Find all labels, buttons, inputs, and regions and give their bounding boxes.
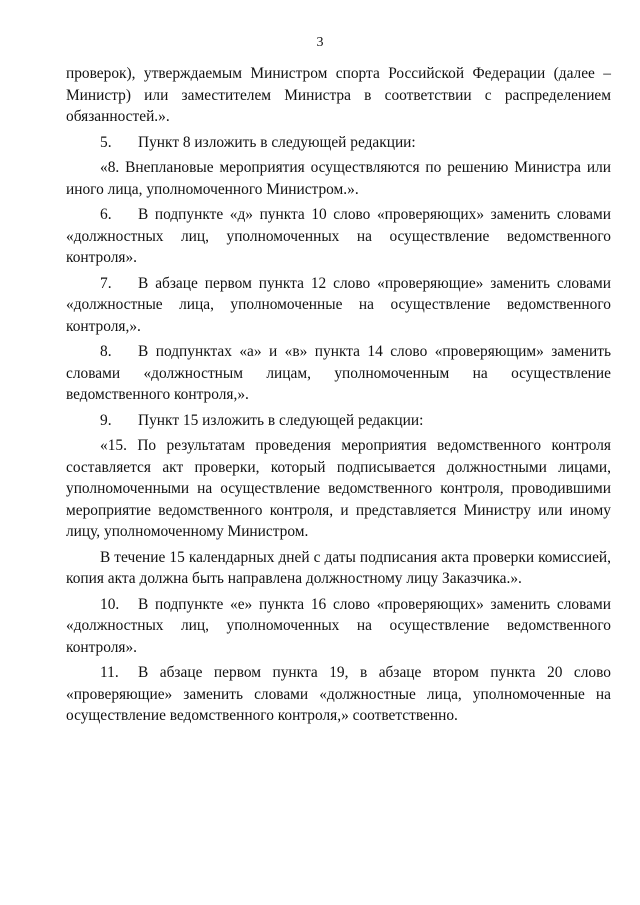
document-body xyxy=(66,63,611,727)
page-number: 3 xyxy=(316,35,324,50)
paragraph-quote-15 xyxy=(66,435,611,543)
item-number: 8. xyxy=(100,343,112,360)
paragraph-item-6 xyxy=(66,204,611,269)
paragraph-item-9 xyxy=(66,410,611,432)
item-number: 7. xyxy=(100,274,112,292)
paragraph-quote-8 xyxy=(66,157,611,200)
item-number: 10. xyxy=(100,595,120,613)
paragraph-text: «8. Внеплановые мероприятия осуществляются по решению Министра или иного лица, уполномоченного Министром.». xyxy=(66,159,611,198)
item-number: 9. xyxy=(100,411,112,429)
paragraph-text: Пункт 15 изложить в следующей редакции: xyxy=(138,411,424,429)
paragraph-text: Пункт 8 изложить в следующей редакции: xyxy=(138,133,416,151)
paragraph-text: «15. По результатам проведения мероприятия ведомственного контроля составляется акт проверки, который подписывается должностными лицами, уполномоченными на осуществление ведомственного контроля, проводившими мероприятие ведомственного контроля, и представляется Министру или иному лицу, уполномоченному Министром. xyxy=(66,437,611,540)
paragraph-item-7 xyxy=(66,273,611,338)
paragraph-item-11 xyxy=(66,662,611,727)
paragraph-item-10 xyxy=(66,594,611,659)
paragraph-quote-15-continuation xyxy=(66,547,611,590)
paragraph-text: В абзаце первом пункта 19, в абзаце втором пункта 20 слово «проверяющие» заменить словами «должностные лица, уполномоченные на осуществление ведомственного контроля,» соответственно. xyxy=(66,664,611,724)
paragraph-text: В подпункте «д» пункта 10 слово «проверяющих» заменить словами «должностных лиц, уполномоченных на осуществление ведомственного контроля». xyxy=(66,206,611,266)
paragraph-text: проверок), утверждаемым Министром спорта Российской Федерации (далее – Министр) или заместителем Министра в соответствии с распределением обязанностей.». xyxy=(66,65,611,125)
item-number: 6. xyxy=(100,206,112,223)
paragraph-text: В подпункте «е» пункта 16 слово «проверяющих» заменить словами «должностных лиц, уполномоченных на осуществление ведомственного контроля». xyxy=(66,595,611,656)
paragraph-item-8 xyxy=(66,341,611,406)
paragraph-text: В течение 15 календарных дней с даты подписания акта проверки комиссией, копия акта должна быть направлена должностному лицу Заказчика.». xyxy=(66,548,611,587)
item-number: 5. xyxy=(100,133,112,151)
item-number: 11. xyxy=(100,664,119,681)
paragraph-text: В подпунктах «а» и «в» пункта 14 слово «проверяющим» заменить словами «должностным лицам, уполномоченным на осуществление ведомственного контроля,». xyxy=(66,343,611,403)
paragraph-text: В абзаце первом пункта 12 слово «проверяющие» заменить словами «должностные лица, уполномоченные на осуществление ведомственного контроля,». xyxy=(66,274,611,335)
paragraph-item-5 xyxy=(66,132,611,154)
paragraph-continuation xyxy=(66,63,611,128)
